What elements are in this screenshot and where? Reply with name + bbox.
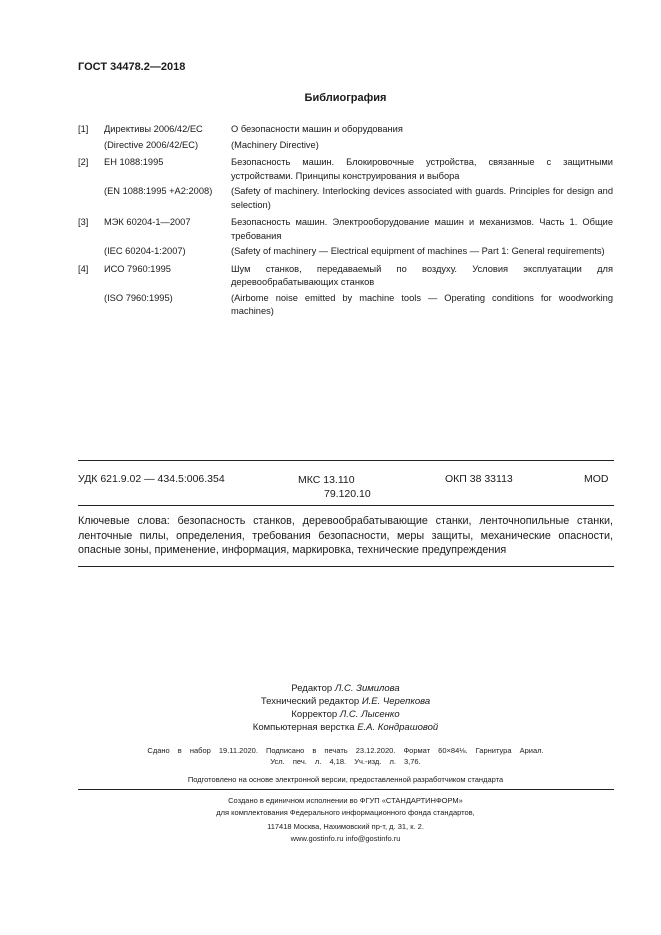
- entry-title: Безопасность машин. Электрооборудование машин и механизмов. Часть 1. Общие требования: [231, 217, 613, 241]
- entry-reference-en: (Directive 2006/42/EC): [104, 139, 199, 150]
- entry-title-en: (Safety of machinery — Electrical equipment of machines — Part 1: General requirements): [231, 246, 605, 256]
- entry-title: О безопасности машин и оборудования: [231, 124, 403, 134]
- entry-reference: ИСО 7960:1995: [104, 263, 171, 274]
- divider-imprint: [78, 789, 614, 790]
- bibliography-entry-1: [78, 123, 613, 152]
- entry-title-en: (Airbome noise emitted by machine tools — Operating conditions for woodworking machines): [231, 292, 613, 316]
- entry-number: [4]: [78, 263, 89, 274]
- entry-reference-en: (EN 1088:1995 +A2:2008): [104, 186, 213, 196]
- standard-number: ГОСТ 34478.2—2018: [78, 61, 186, 73]
- entry-number: [1]: [78, 124, 89, 134]
- mks-code-primary: МКС 13.110: [298, 474, 355, 486]
- publisher-line-2: для комплектования Федерального информационного фонда стандартов,: [216, 808, 475, 817]
- mks-code: [298, 473, 371, 501]
- publisher-info: [0, 795, 661, 845]
- entry-title-en: (Machinery Directive): [231, 139, 319, 150]
- bibliography-entry-3: [78, 216, 613, 259]
- bibliography-title: Библиография: [304, 92, 387, 104]
- entry-reference: Директивы 2006/42/ЕС: [104, 124, 203, 134]
- publisher-web: www.gostinfo.ru info@gostinfo.ru: [290, 834, 401, 843]
- bibliography-entry-4: [78, 263, 613, 319]
- credit-editor: Редактор Л.С. Зимилова: [291, 683, 400, 694]
- publisher-line-1: Создано в единичном исполнении во ФГУП «СТАНДАРТИНФОРМ»: [228, 796, 463, 805]
- publisher-address: 117418 Москва, Нахимовский пр-т, д. 31, к. 2.: [267, 822, 424, 831]
- divider-bottom: [78, 566, 614, 567]
- divider-middle: [78, 505, 614, 506]
- credit-corrector: Корректор Л.С. Лысенко: [291, 709, 400, 720]
- imprint: [0, 745, 661, 767]
- bibliography-entry-2: [78, 156, 613, 212]
- keywords: Ключевые слова: безопасность станков, деревообрабатывающие станки, ленточнопильные станки, ленточные пилы, определения, требования безопасности, меры защиты, механические опасности, опасные зоны, применение, информация, маркировка, технические предупреждения: [78, 515, 613, 556]
- imprint-line-1: Сдано в набор 19.11.2020. Подписано в печать 23.12.2020. Формат 60×84⅛. Гарнитура Ариал.: [147, 746, 544, 755]
- entry-number: [2]: [78, 157, 89, 167]
- entry-reference-en: (IEC 60204-1:2007): [104, 246, 186, 256]
- entry-title: Шум станков, передаваемый по воздуху. Условия эксплуатации для деревообрабатывающих станков: [231, 263, 613, 287]
- entry-reference: ЕН 1088:1995: [104, 157, 164, 167]
- entry-number: [3]: [78, 217, 89, 227]
- bibliography-list: [78, 123, 613, 323]
- udk-code: УДК 621.9.02 — 434.5:006.354: [78, 473, 225, 485]
- credits: [0, 682, 661, 734]
- modification-type: MOD: [584, 473, 609, 485]
- divider-top: [78, 460, 614, 461]
- entry-title: Безопасность машин. Блокировочные устройства, связанные с защитными устройствами. Принципы конструирования и выбора: [231, 157, 613, 181]
- imprint-line-2: Усл. печ. л. 4,18. Уч.-изд. л. 3,76.: [270, 757, 421, 766]
- mks-code-secondary: 79.120.10: [324, 488, 371, 500]
- entry-reference: МЭК 60204-1—2007: [104, 217, 191, 227]
- okp-code: ОКП 38 33113: [445, 473, 513, 485]
- credit-tech-editor: Технический редактор И.Е. Черепкова: [260, 696, 431, 707]
- entry-reference-en: (ISO 7960:1995): [104, 292, 173, 303]
- credit-layout: Компьютерная верстка Е.А. Кондрашовой: [252, 722, 439, 733]
- prepared-note: Подготовлено на основе электронной версии, предоставленной разработчиком стандарта: [187, 775, 504, 784]
- entry-title-en: (Safety of machinery. Interlocking devices associated with guards. Principles for design and selection): [231, 186, 613, 210]
